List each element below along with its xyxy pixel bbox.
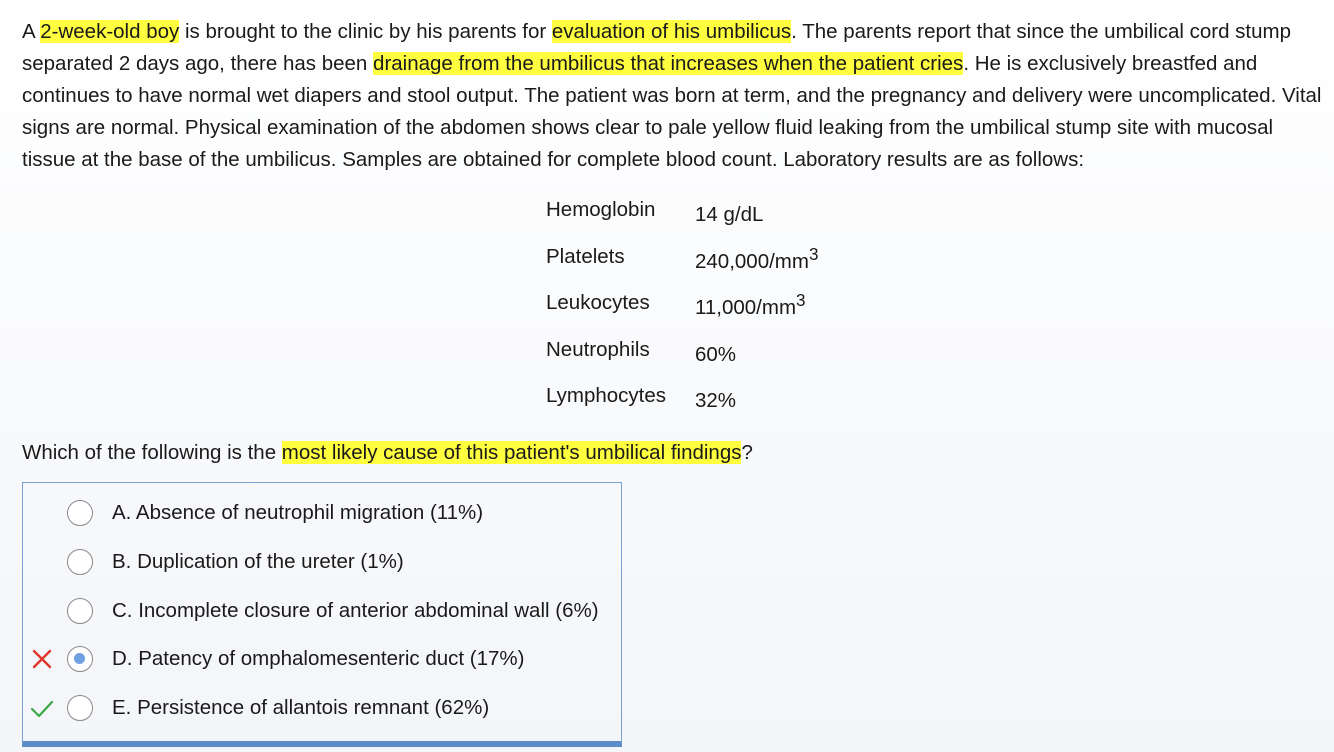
lab-name: Leukocytes bbox=[546, 291, 650, 314]
radio-button[interactable] bbox=[67, 500, 93, 526]
radio-button[interactable] bbox=[67, 695, 93, 721]
choice-label: B. Duplication of the ureter (1%) bbox=[112, 550, 404, 573]
lab-value: 32% bbox=[695, 388, 737, 412]
stem-text: is brought to the clinic by his parents for bbox=[179, 20, 552, 43]
lab-value: $240,000/mm^3$ bbox=[695, 244, 819, 273]
x-icon bbox=[30, 647, 54, 671]
lab-row bbox=[546, 338, 818, 385]
lab-results-table bbox=[546, 198, 818, 431]
lab-name: Neutrophils bbox=[546, 337, 650, 361]
lab-value: 60% bbox=[695, 342, 737, 366]
lab-row bbox=[546, 384, 818, 431]
check-icon bbox=[30, 696, 54, 720]
lab-value: $11,000/mm^3$ bbox=[695, 291, 806, 319]
radio-button[interactable] bbox=[67, 598, 93, 624]
choice-label: E. Persistence of allantois remnant (62%) bbox=[112, 695, 490, 719]
stem-text: . The parents report that since the umbilical cord stump separated 2 days ago, there has been bbox=[22, 20, 1292, 75]
stem-text: . He is exclusively breastfed and continues to have normal wet diapers and stool output. The patient was born at term, and the pregnancy and delivery were uncomplicated. Vital signs are normal. Physical examination of the abdomen shows clear to pale yellow fluid leaking from the umbilical stump site with mucosal tissue at the base of the umbilicus. Samples are obtained for complete blood count. Laboratory results are as follows: bbox=[22, 52, 1322, 171]
highlight: most likely cause of this patient's umbilical findings bbox=[281, 441, 742, 464]
answer-choices bbox=[22, 482, 622, 747]
lab-value: 14 g/dL bbox=[695, 202, 764, 226]
choice-label: D. Patency of omphalomesenteric duct (17%) bbox=[112, 647, 525, 670]
choice-e[interactable] bbox=[23, 684, 621, 732]
choice-d[interactable] bbox=[23, 635, 621, 683]
lab-row bbox=[546, 198, 818, 245]
lab-row bbox=[546, 291, 818, 338]
choice-label: C. Incomplete closure of anterior abdominal wall (6%) bbox=[112, 598, 599, 622]
lab-name: Lymphocytes bbox=[546, 384, 667, 407]
highlight: 2-week-old boy bbox=[40, 20, 180, 43]
choice-c[interactable] bbox=[23, 587, 621, 635]
lab-name: Hemoglobin bbox=[546, 198, 656, 221]
highlight: drainage from the umbilicus that increases when the patient cries bbox=[373, 52, 964, 75]
highlight: evaluation of his umbilicus bbox=[551, 20, 792, 43]
choice-b[interactable] bbox=[23, 538, 621, 586]
choice-a[interactable] bbox=[23, 489, 621, 537]
choice-label: A. Absence of neutrophil migration (11%) bbox=[112, 501, 484, 524]
lab-name: Platelets bbox=[546, 244, 625, 268]
question-prompt: Which of the following is the most likely cause of this patient's umbilical findings? bbox=[22, 441, 753, 464]
stem-text: A bbox=[22, 20, 41, 43]
radio-button[interactable] bbox=[67, 549, 93, 575]
question-stem bbox=[22, 16, 1322, 176]
radio-button-selected[interactable] bbox=[67, 646, 93, 672]
lab-row bbox=[546, 245, 818, 292]
